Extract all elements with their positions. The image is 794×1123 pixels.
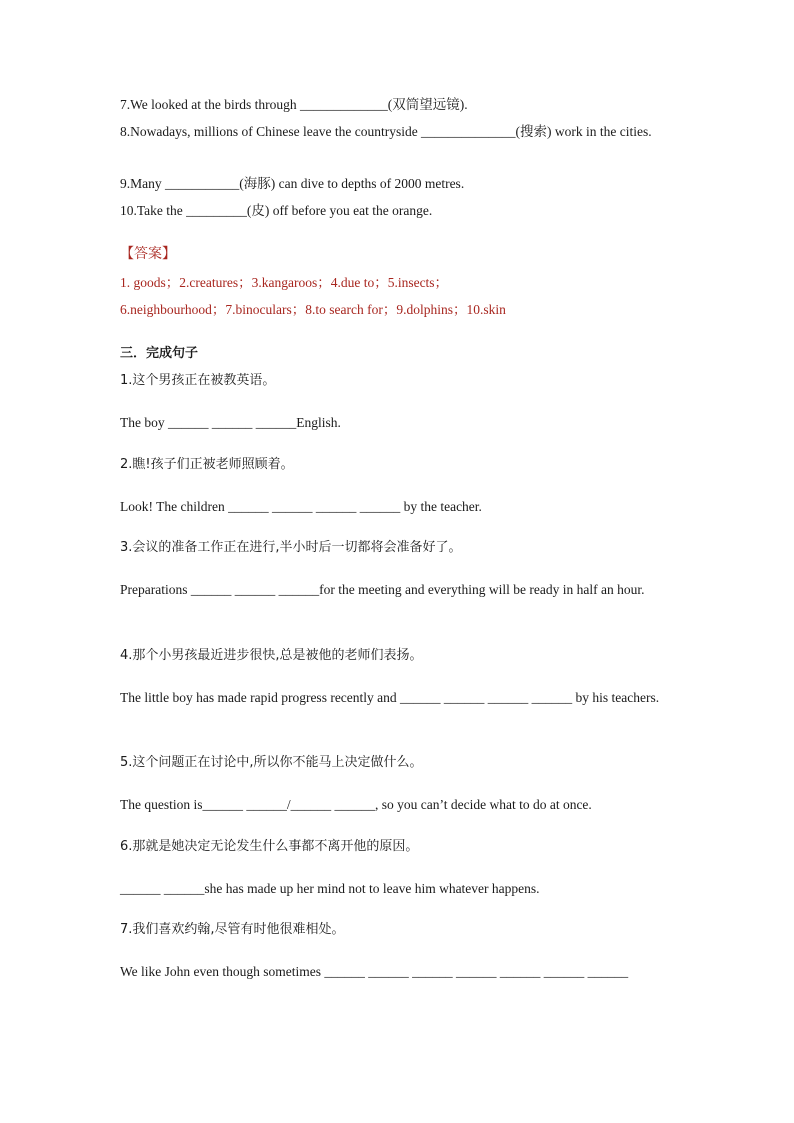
sentence-2-english: Look! The children ______ ______ ______ ______ by the teacher. <box>120 499 482 514</box>
sentence-1-english: The boy ______ ______ ______English. <box>120 415 341 430</box>
sentence-5-chinese: 5.这个问题正在讨论中,所以你不能马上决定做什么。 <box>120 755 423 770</box>
vocab-question-8: 8.Nowadays, millions of Chinese leave the countryside ______________(搜索) work in the cities. <box>120 124 652 139</box>
answer-line-1: 1. goods；2.creatures；3.kangaroos；4.due to；5.insects； <box>120 275 449 290</box>
answer-line-2: 6.neighbourhood；7.binoculars；8.to search for；9.dolphins；10.skin <box>120 302 506 317</box>
sentence-2-chinese: 2.瞧!孩子们正被老师照顾着。 <box>120 457 294 472</box>
sentence-3-english: Preparations ______ ______ ______for the meeting and everything will be ready in half an hour. <box>120 582 645 597</box>
sentence-3-chinese: 3.会议的准备工作正在进行,半小时后一切都将会准备好了。 <box>120 540 462 555</box>
sentence-4-chinese: 4.那个小男孩最近进步很快,总是被他的老师们表扬。 <box>120 648 423 663</box>
sentence-1-chinese: 1.这个男孩正在被教英语。 <box>120 373 276 388</box>
answer-heading: 【答案】 <box>120 247 176 262</box>
sentence-4-english: The little boy has made rapid progress recently and ______ ______ ______ ______ by his teachers. <box>120 690 660 705</box>
sentence-7-english: We like John even though sometimes ______ ______ ______ ______ ______ ______ ______ <box>120 964 629 979</box>
sentence-6-english: ______ ______she has made up her mind not to leave him whatever happens. <box>120 881 540 896</box>
section-title: 三．完成句子 <box>120 346 199 361</box>
sentence-6-chinese: 6.那就是她决定无论发生什么事都不离开他的原因。 <box>120 839 419 854</box>
vocab-question-10: 10.Take the _________(皮) off before you eat the orange. <box>120 203 433 218</box>
sentence-5-english: The question is______ ______/______ ______, so you can’t decide what to do at once. <box>120 797 592 812</box>
sentence-7-chinese: 7.我们喜欢约翰,尽管有时他很难相处。 <box>120 922 345 937</box>
vocab-question-9: 9.Many ___________(海豚) can dive to depths of 2000 metres. <box>120 176 465 191</box>
vocab-question-7: 7.We looked at the birds through _____________(双筒望远镜). <box>120 97 468 112</box>
